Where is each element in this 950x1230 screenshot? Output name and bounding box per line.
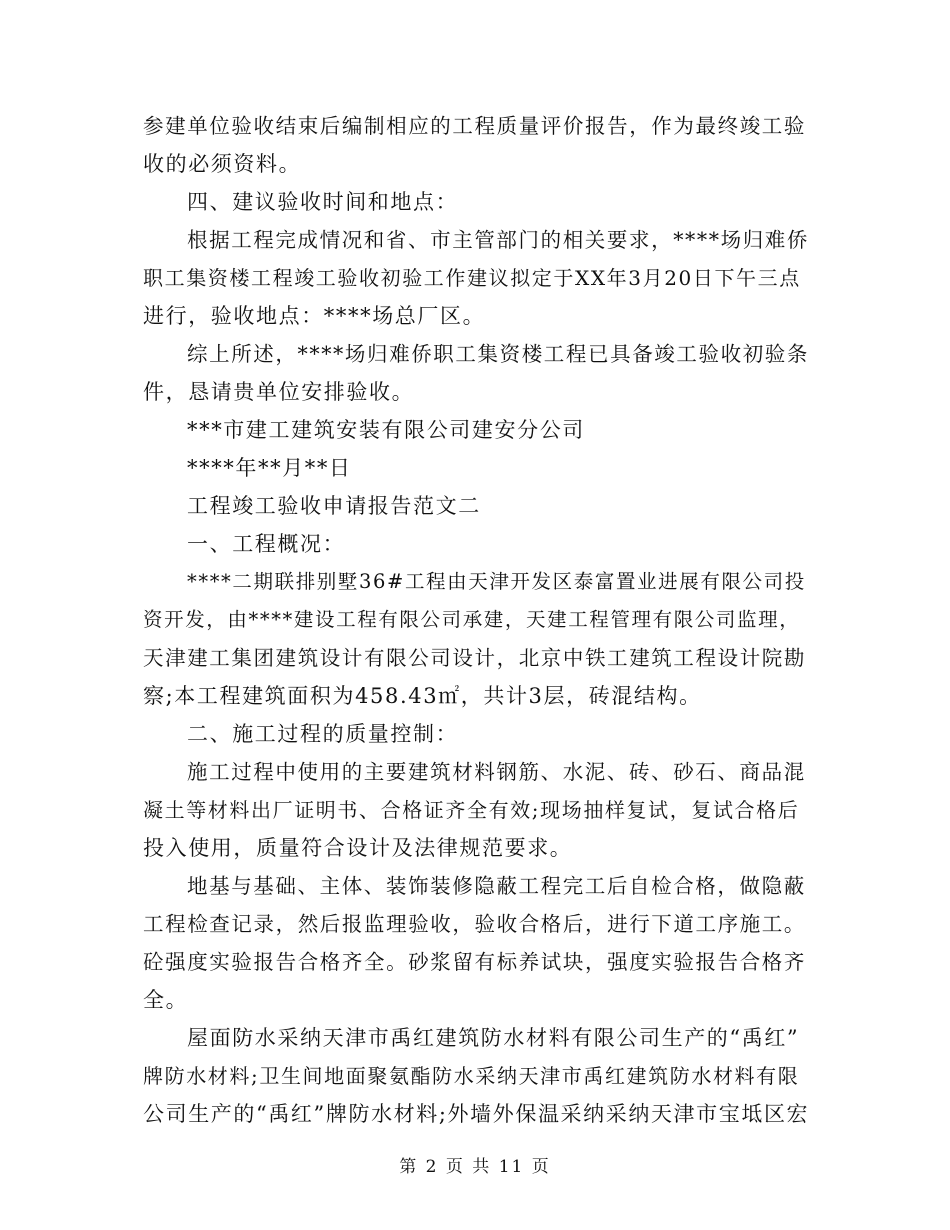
text-line: 根据工程完成情况和省、市主管部门的相关要求，****场归难侨: [187, 228, 809, 252]
text-line: 施工过程中使用的主要建筑材料钢筋、水泥、砖、砂石、商品混: [187, 760, 806, 784]
text-line: 全。: [143, 988, 189, 1012]
section-heading: 四、建议验收时间和地点：: [187, 190, 459, 214]
text-line: 参建单位验收结束后编制相应的工程质量评价报告，作为最终竣工验: [143, 114, 806, 138]
text-line: 察;本工程建筑面积为458.43㎡，共计3层，砖混结构。: [143, 684, 702, 708]
page-number-footer: 第 2 页 共 11 页: [399, 1157, 551, 1177]
text-line: ****二期联排别墅36#工程由天津开发区泰富置业进展有限公司投: [187, 570, 806, 593]
text-line: 收的必须资料。: [143, 152, 302, 176]
text-line: 资开发，由****建设工程有限公司承建，天建工程管理有限公司监理，: [143, 608, 801, 631]
text-line: 天津建工集团建筑设计有限公司设计，北京中铁工建筑工程设计院勘: [143, 646, 806, 670]
document-title: 工程竣工验收申请报告范文二: [187, 494, 481, 518]
section-heading: 一、工程概况：: [187, 532, 346, 556]
text-line: 进行，验收地点：****场总厂区。: [143, 304, 486, 328]
text-line: 投入使用，质量符合设计及法律规范要求。: [143, 836, 573, 860]
signature-date: ****年**月**日: [187, 456, 352, 480]
text-line: 砼强度实验报告合格齐全。砂浆留有标养试块，强度实验报告合格齐: [143, 950, 806, 974]
section-heading: 二、施工过程的质量控制：: [187, 722, 459, 746]
text-line: 公司生产的“禹红”牌防水材料;外墙外保温采纳采纳天津市宝坻区宏: [143, 1102, 810, 1126]
text-line: 地基与基础、主体、装饰装修隐蔽工程完工后自检合格，做隐蔽: [187, 874, 806, 898]
text-line: 牌防水材料;卫生间地面聚氨酯防水采纳天津市禹红建筑防水材料有限: [143, 1064, 800, 1088]
text-line: 屋面防水采纳天津市禹红建筑防水材料有限公司生产的“禹红”: [187, 1026, 800, 1050]
text-line: 凝土等材料出厂证明书、合格证齐全有效;现场抽样复试，复试合格后: [143, 798, 800, 822]
text-line: 职工集资楼工程竣工验收初验工作建议拟定于XX年3月20日下午三点: [143, 266, 801, 290]
text-line: 综上所述，****场归难侨职工集资楼工程已具备竣工验收初验条: [187, 342, 809, 366]
text-line: 件，恳请贵单位安排验收。: [143, 380, 415, 404]
text-line: 工程检查记录，然后报监理验收，验收合格后，进行下道工序施工。: [143, 912, 806, 936]
signature-company: ***市建工建筑安装有限公司建安分公司: [187, 418, 585, 442]
